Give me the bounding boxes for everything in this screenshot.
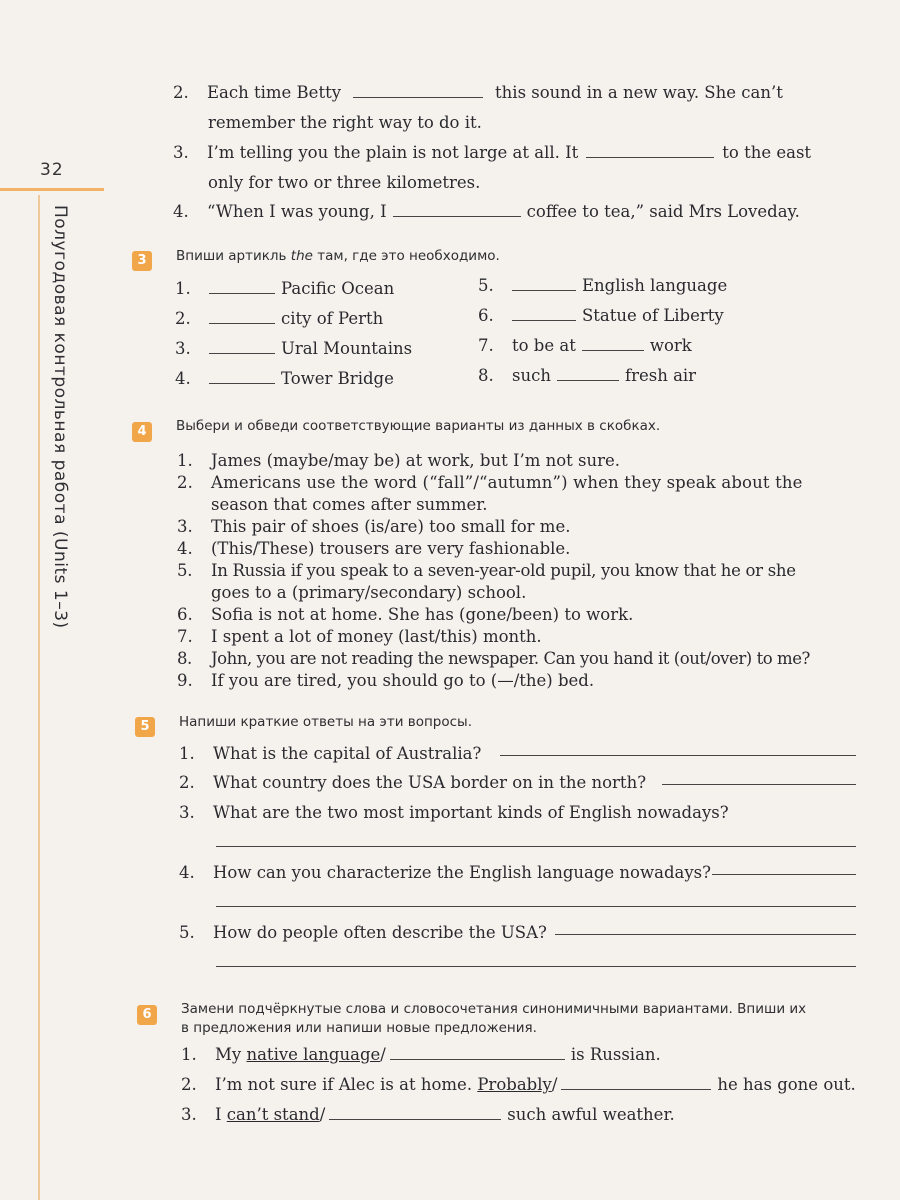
answer-blank[interactable]	[209, 309, 275, 324]
exercise-3-instruction: Впиши артикль the там, где это необходимо.	[176, 248, 500, 264]
answer-line[interactable]	[712, 874, 856, 875]
page-number: 32	[40, 160, 64, 180]
list-item: 1. What is the capital of Australia?	[179, 744, 482, 763]
answer-blank[interactable]	[329, 1105, 501, 1120]
side-rule	[38, 195, 40, 1200]
answer-blank[interactable]	[586, 143, 714, 158]
answer-line[interactable]	[216, 966, 856, 967]
list-item: 2. I’m not sure if Alec is at home. Probably/ he has gone out.	[181, 1075, 856, 1094]
answer-line[interactable]	[216, 906, 856, 907]
list-item: 3. This pair of shoes (is/are) too small for me.	[177, 517, 571, 536]
answer-blank[interactable]	[209, 339, 275, 354]
answer-blank[interactable]	[390, 1045, 565, 1060]
answer-blank[interactable]	[561, 1075, 711, 1090]
list-item: 5. In Russia if you speak to a seven-year-old pupil, you know that he or she	[177, 561, 796, 580]
list-item: 1. Pacific Ocean	[175, 279, 395, 298]
answer-blank[interactable]	[209, 279, 275, 294]
list-item-cont: goes to a (primary/secondary) school.	[211, 583, 527, 602]
list-item: 2. city of Perth	[175, 309, 384, 328]
answer-line[interactable]	[555, 934, 856, 935]
answer-line[interactable]	[216, 846, 856, 847]
list-item: 2. Each time Betty this sound in a new way. She can’t	[173, 83, 783, 102]
list-item: 7. to be at work	[478, 336, 692, 355]
list-item: 5. How do people often describe the USA?	[179, 923, 547, 942]
list-item: 5. English language	[478, 276, 728, 295]
answer-blank[interactable]	[512, 276, 576, 291]
list-item: 7. I spent a lot of money (last/this) month.	[177, 627, 542, 646]
answer-blank[interactable]	[353, 83, 483, 98]
list-item: 6. Statue of Liberty	[478, 306, 724, 325]
list-item: 4. How can you characterize the English language nowadays?	[179, 863, 711, 882]
exercise-5-instruction: Напиши краткие ответы на эти вопросы.	[179, 714, 472, 730]
page-number-rule	[0, 188, 104, 191]
list-item-cont: only for two or three kilometres.	[208, 173, 481, 192]
list-item-cont: season that comes after summer.	[211, 495, 488, 514]
list-item: 1. James (maybe/may be) at work, but I’m not sure.	[177, 451, 621, 470]
answer-line[interactable]	[500, 755, 856, 756]
list-item: 4. “When I was young, I coffee to tea,” said Mrs Loveday.	[173, 202, 800, 221]
list-item: 4. (This/These) trousers are very fashionable.	[177, 539, 571, 558]
exercise-3-badge: 3	[132, 251, 152, 271]
list-item: 8. such fresh air	[478, 366, 697, 385]
list-item: 1. My native language/ is Russian.	[181, 1045, 661, 1064]
answer-line[interactable]	[662, 784, 856, 785]
list-item: 8. John, you are not reading the newspaper. Can you hand it (out/over) to me?	[177, 649, 810, 668]
exercise-6-instruction: Замени подчёркнутые слова и словосочетания синонимичными вариантами. Впиши их в предложения или напиши новые предложения.	[181, 1001, 807, 1036]
list-item: 2. Americans use the word (“fall”/“autumn”) when they speak about the	[177, 473, 803, 492]
list-item: 2. What country does the USA border on in the north?	[179, 773, 647, 792]
list-item: 9. If you are tired, you should go to (—/the) bed.	[177, 671, 595, 690]
list-item: 3. Ural Mountains	[175, 339, 413, 358]
exercise-6-badge: 6	[137, 1005, 157, 1025]
exercise-4-badge: 4	[132, 422, 152, 442]
answer-blank[interactable]	[582, 336, 644, 351]
answer-blank[interactable]	[393, 202, 521, 217]
answer-blank[interactable]	[512, 306, 576, 321]
answer-blank[interactable]	[557, 366, 619, 381]
list-item: 3. What are the two most important kinds of English nowadays?	[179, 803, 729, 822]
side-section-title: Полугодовая контрольная работа (Units 1–3)	[50, 205, 70, 629]
list-item: 3. I’m telling you the plain is not large at all. It to the east	[173, 143, 812, 162]
list-item-cont: remember the right way to do it.	[208, 113, 482, 132]
list-item: 3. I can’t stand/ such awful weather.	[181, 1105, 675, 1124]
exercise-5-badge: 5	[135, 717, 155, 737]
answer-blank[interactable]	[209, 369, 275, 384]
exercise-4-instruction: Выбери и обведи соответствующие варианты из данных в скобках.	[176, 418, 661, 434]
list-item: 6. Sofia is not at home. She has (gone/been) to work.	[177, 605, 634, 624]
list-item: 4. Tower Bridge	[175, 369, 394, 388]
